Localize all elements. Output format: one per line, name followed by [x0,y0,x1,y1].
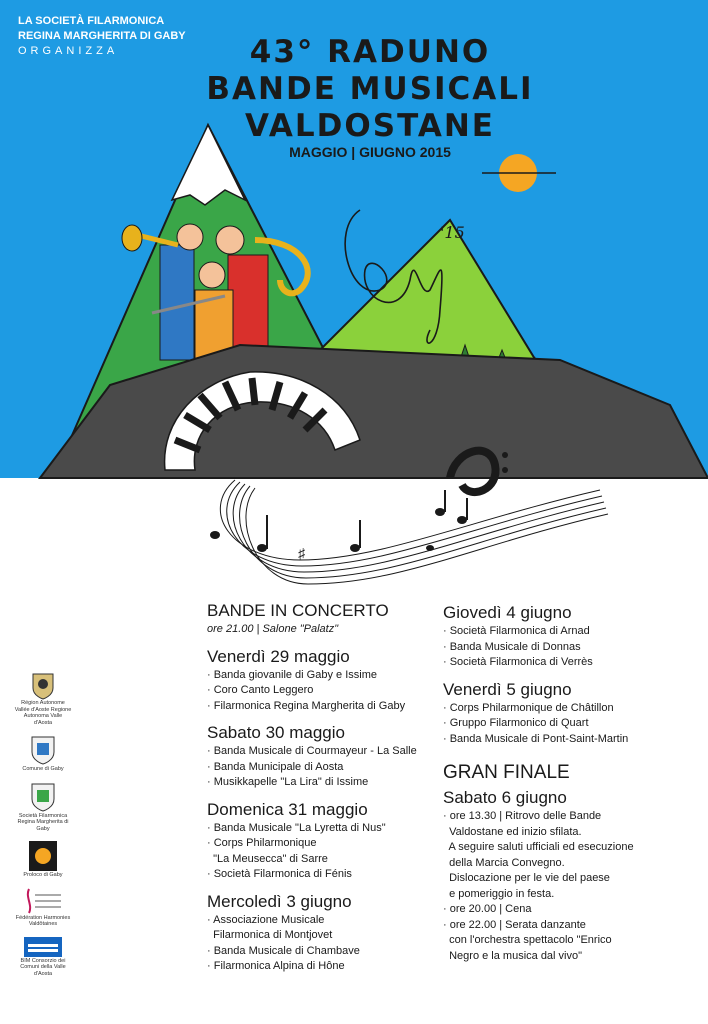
list-item: · Banda giovanile di Gaby e Issime [207,668,377,681]
list-item: · Corps Philarmonique [207,837,317,849]
sponsor-caption: Région Autonome Vallée d'Aoste Regione Autonoma Valle d'Aosta [14,700,72,726]
list-item: e pomeriggio in festa. [443,887,555,900]
day-heading: Venerdì 29 maggio [207,646,350,666]
coat-of-arms-icon [31,672,55,700]
list-item: Filarmonica di Montjovet [207,929,333,941]
list-item: · Musikkapelle "La Lira" di Issime [207,776,369,788]
day-heading: Sabato 30 maggio [207,723,345,742]
organizer-line-2: REGINA MARGHERITA DI GABY [18,30,186,42]
list-item: · Corps Philarmonique de Châtillon [443,701,614,714]
municipal-crest-icon [29,734,57,766]
finale-list [443,809,693,964]
day-heading: Giovedì 4 giugno [443,603,572,622]
list-item: · Banda Musicale di Pont-Saint-Martin [443,732,629,745]
title-line-1: 43° RADUNO [249,34,491,70]
sponsor-filarmonica [14,781,72,833]
concert-title: BANDE IN CONCERTO [207,601,389,620]
list-item: Negro e la musica dal vivo" [443,949,583,962]
svg-text:♯: ♯ [298,545,305,561]
signature-year: '15 [440,223,465,242]
finale-day: Sabato 6 giugno [443,788,567,807]
right-program-column [443,602,693,964]
organizer-line-1: LA SOCIETÀ FILARMONICA [18,15,165,27]
list-item: della Marcia Convegno. [443,856,565,869]
day-heading: Domenica 31 maggio [207,799,368,819]
list-item: con l'orchestra spettacolo "Enrico [443,934,612,946]
sponsor-caption: Fédération Harmonies Valdôtaines [15,914,71,927]
list-item: · Associazione Musicale [207,913,325,926]
band-crest-icon [29,781,57,813]
finale-title: GRAN FINALE [443,762,570,783]
list-item: · Banda Municipale di Aosta [207,760,344,773]
list-item: · Società Filarmonica di Fénis [207,868,352,880]
list-item: "La Meusecca" di Sarre [207,852,328,865]
list-item: · Filarmonica Regina Margherita di Gaby [207,699,406,712]
title-line-3: VALDOSTANE [245,108,495,144]
list-item: Dislocazione per le vie del paese [443,872,610,884]
federation-logo-icon [23,887,63,915]
sponsor-caption: BIM Consorzio dei Comuni della Valle d'Aosta [20,957,66,977]
sponsor-caption: Società Filarmonica Regina Margherita di Gaby [17,812,69,832]
sponsor-vda [14,672,72,726]
list-item: Valdostane ed inizio sfilata. [443,825,582,838]
list-item: · Banda Musicale di Courmayeur - La Salle [207,745,417,757]
list-item: · ore 22.00 | Serata danzante [443,918,586,931]
list-item: · Società Filarmonica di Arnad [443,625,590,637]
poster-dates: MAGGIO | GIUGNO 2015 [289,144,451,160]
list-item: · Banda Musicale di Donnas [443,640,581,653]
sponsor-caption: Proloco di Gaby [23,872,63,878]
list-item: · Filarmonica Alpina di Hône [207,960,345,972]
sponsor-logos [14,672,72,985]
list-item: · Banda Musicale "La Lyretta di Nus" [207,821,386,834]
left-program-column [207,600,432,975]
sponsor-federation [14,887,72,928]
day-heading: Venerdì 5 giugno [443,679,572,699]
sponsor-caption: Comune di Gaby [22,766,64,772]
sponsor-proloco [14,840,72,879]
sponsor-comune-gaby [14,734,72,773]
list-item: · Coro Canto Leggero [207,684,314,696]
list-item: · Banda Musicale di Chambave [207,944,360,957]
list-item: A seguire saluti ufficiali ed esecuzione [443,841,634,853]
concert-time: ore 21.00 | Salone "Palatz" [207,623,339,635]
sponsor-bim [14,936,72,978]
title-line-2: BANDE MUSICALI [206,71,534,107]
sun-icon [482,154,556,192]
organizer-line-3: ORGANIZZA [18,45,119,57]
bim-logo-icon [23,936,63,958]
list-item: · ore 20.00 | Cena [443,903,532,915]
list-item: · Gruppo Filarmonico di Quart [443,717,589,729]
list-item: · Società Filarmonica di Verrès [443,656,593,668]
day-heading: Mercoledì 3 giugno [207,891,352,911]
proloco-sun-icon [28,840,58,872]
list-item: · ore 13.30 | Ritrovo delle Bande [443,810,602,822]
music-staff [220,480,608,584]
